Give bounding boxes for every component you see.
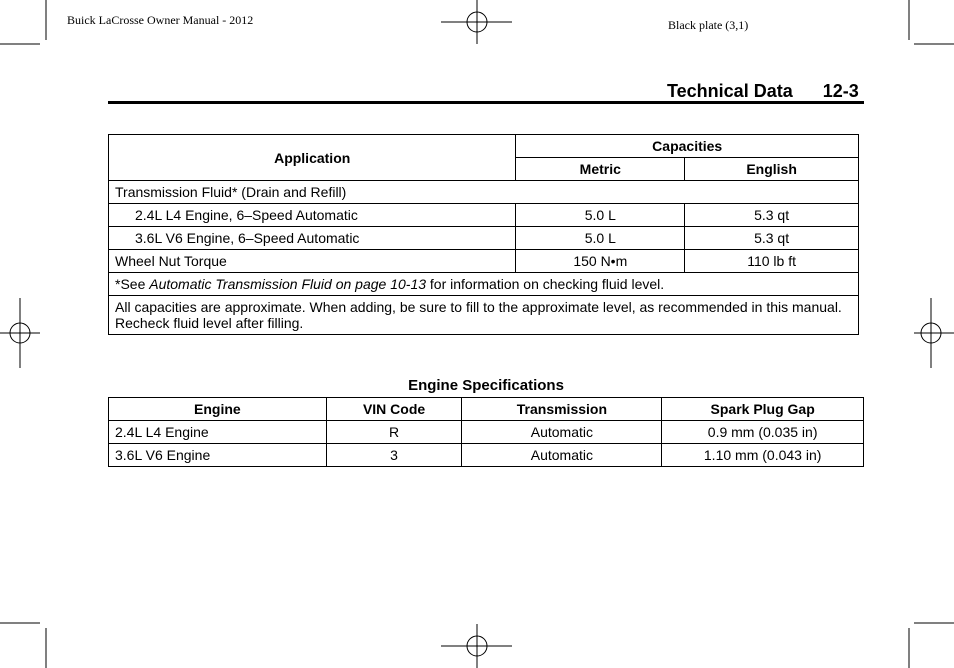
plate-label: Black plate (3,1) [668, 18, 749, 32]
engine-specs-table [108, 397, 864, 467]
transmission-cell: Automatic [462, 421, 662, 444]
column-header-transmission: Transmission [462, 398, 662, 421]
table-row [109, 444, 864, 467]
transmission-cell: Automatic [462, 444, 662, 467]
english-value: 110 lb ft [685, 250, 859, 273]
table-row [109, 273, 859, 296]
engine-specs-caption: Engine Specifications [408, 377, 564, 394]
capacities-table [108, 134, 859, 335]
table-row [109, 204, 859, 227]
footnote-prefix: *See [115, 276, 150, 292]
column-header-spark-plug-gap: Spark Plug Gap [662, 398, 864, 421]
group-label: Transmission Fluid* (Drain and Refill) [109, 181, 859, 204]
capacities-note: All capacities are approximate. When adding, be sure to fill to the approximate level, as recommended in this manual. Recheck fluid level after filling. [109, 296, 859, 335]
row-label: Wheel Nut Torque [109, 250, 516, 273]
metric-value: 5.0 L [516, 227, 685, 250]
table-row [109, 296, 859, 335]
document-title: Buick LaCrosse Owner Manual - 2012 [67, 13, 254, 27]
metric-value: 150 N•m [516, 250, 685, 273]
page-number: 12-3 [822, 81, 859, 101]
table-row [109, 421, 864, 444]
engine-cell: 2.4L L4 Engine [109, 421, 327, 444]
footnote-reference: Automatic Transmission Fluid on page 10-13 [149, 276, 427, 292]
column-header-engine: Engine [109, 398, 327, 421]
column-header-capacities: Capacities [516, 135, 859, 158]
table-header-row [109, 135, 859, 158]
table-row [109, 250, 859, 273]
column-header-application: Application [109, 135, 516, 181]
table-header-row [109, 398, 864, 421]
row-label: 3.6L V6 Engine, 6–Speed Automatic [109, 227, 516, 250]
spark-plug-gap-cell: 0.9 mm (0.035 in) [662, 421, 864, 444]
metric-value: 5.0 L [516, 204, 685, 227]
spark-plug-gap-cell: 1.10 mm (0.043 in) [662, 444, 864, 467]
section-heading [667, 81, 859, 102]
table-row [109, 181, 859, 204]
footnote-suffix: for information on checking fluid level. [426, 276, 665, 292]
vin-code-cell: 3 [326, 444, 462, 467]
section-title: Technical Data [667, 81, 793, 101]
heading-rule [108, 101, 864, 104]
vin-code-cell: R [326, 421, 462, 444]
engine-cell: 3.6L V6 Engine [109, 444, 327, 467]
column-header-vin-code: VIN Code [326, 398, 462, 421]
footnote [109, 273, 859, 296]
english-value: 5.3 qt [685, 204, 859, 227]
column-header-metric: Metric [516, 158, 685, 181]
table-row [109, 227, 859, 250]
column-header-english: English [685, 158, 859, 181]
english-value: 5.3 qt [685, 227, 859, 250]
row-label: 2.4L L4 Engine, 6–Speed Automatic [109, 204, 516, 227]
